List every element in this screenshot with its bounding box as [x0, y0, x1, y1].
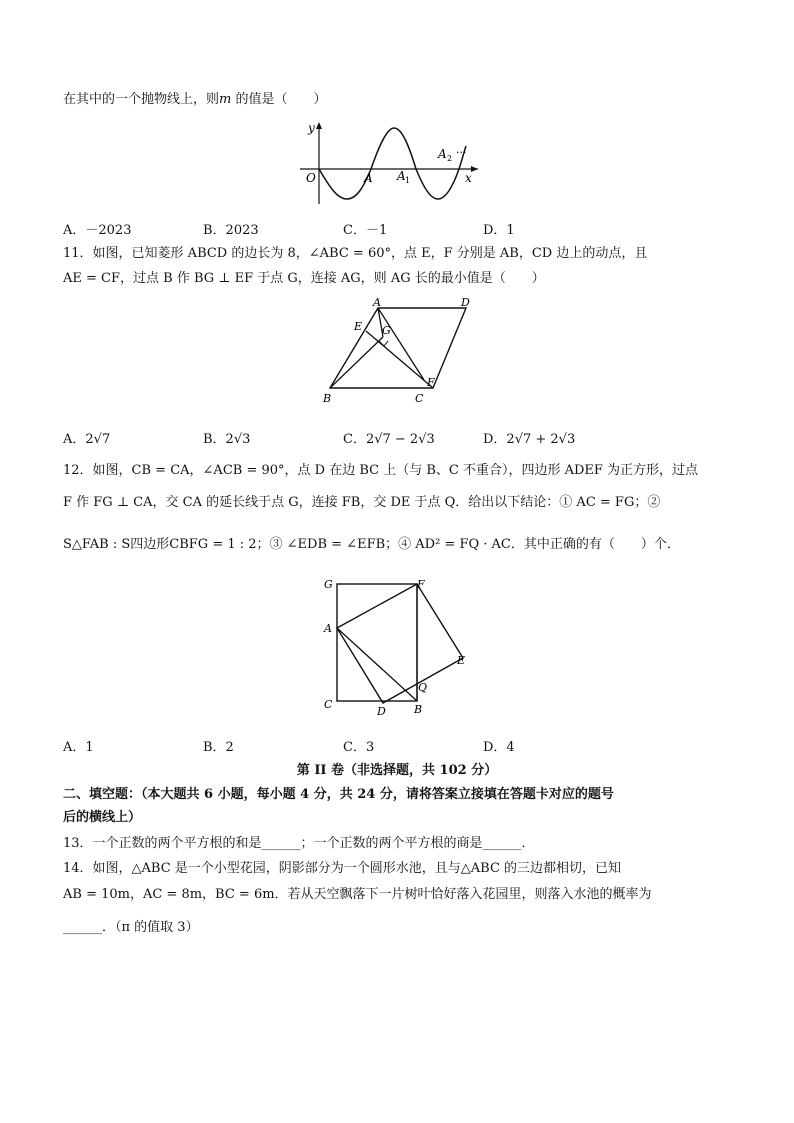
- q13-text: 13．一个正数的两个平方根的和是______；一个正数的两个平方根的商是______．: [63, 836, 535, 851]
- q14-line2: AB = 10m，AC = 8m，BC = 6m．若从天空飘落下一片树叶恰好落入花园里，则落入水池的概率为: [63, 887, 652, 902]
- q11-figure: [318, 294, 478, 406]
- q12-label-c: C: [324, 698, 333, 711]
- q10-stem: [63, 91, 326, 109]
- q11-options: [63, 428, 743, 446]
- q11-label-g: G: [382, 324, 391, 337]
- section2-title: 第 II 卷（非选择题，共 102 分）: [296, 763, 498, 778]
- q10-label-a2: A: [438, 147, 447, 161]
- q10-stem-text: 在其中的一个抛物线上，则: [63, 92, 220, 107]
- q12-option-d[interactable]: D．4: [483, 740, 515, 755]
- q11-line2: AE = CF，过点 B 作 BG ⊥ EF 于点 G，连接 AG，则 AG 长的最小值是（ ）: [63, 271, 545, 286]
- q10-figure: [296, 118, 486, 208]
- q14-line1: 14．如图，△ABC 是一个小型花园，阴影部分为一个圆形水池，且与△ABC 的三边都相切，已知: [63, 861, 622, 876]
- q11-option-c[interactable]: C．2√7 − 2√3: [343, 432, 435, 447]
- section2-heading-line2: 后的横线上）: [63, 810, 142, 825]
- q11-line1: 11．如图，已知菱形 ABCD 的边长为 8，∠ABC = 60°，点 E，F 分别是 AB，CD 边上的动点，且: [63, 246, 648, 261]
- q11-label-e: E: [354, 320, 363, 333]
- q11-label-f: F: [427, 376, 435, 389]
- q11-label-a: A: [373, 296, 381, 309]
- q12-line1: 12．如图，CB = CA，∠ACB = 90°，点 D 在边 BC 上（与 B、C 不重合），四边形 ADEF 为正方形，过点: [63, 463, 699, 478]
- q10-option-a[interactable]: A．－2023: [63, 223, 132, 238]
- q11-label-b: B: [323, 392, 332, 405]
- q10-label-a1: A: [397, 169, 406, 183]
- q12-label-g: G: [324, 578, 333, 591]
- q10-label-o: O: [306, 171, 316, 185]
- q12-label-q: Q: [418, 681, 428, 694]
- q12-label-d: D: [377, 705, 386, 718]
- q12-options: [63, 736, 743, 754]
- q10-label-x: x: [465, 171, 472, 185]
- q11-option-b[interactable]: B．2√3: [203, 432, 251, 447]
- q10-label-y: y: [308, 121, 315, 135]
- q10-label-a: A: [364, 171, 373, 185]
- q12-line3: S△FAB : S四边形CBFG = 1 : 2；③ ∠EDB = ∠EFB；④ AD² = FQ · AC．其中正确的有（ ）个．: [63, 537, 680, 552]
- q10-var: m: [219, 92, 232, 107]
- q12-label-a: A: [324, 622, 332, 635]
- q11-label-d: D: [461, 296, 470, 309]
- q11-option-d[interactable]: D．2√7 + 2√3: [483, 432, 576, 447]
- q11-label-c: C: [415, 392, 424, 405]
- q10-option-d[interactable]: D．1: [483, 223, 515, 238]
- q12-figure: [318, 572, 474, 718]
- q12-option-b[interactable]: B．2: [203, 740, 234, 755]
- q12-line2: F 作 FG ⊥ CA，交 CA 的延长线于点 G，连接 FB，交 DE 于点 Q．给出以下结论：① AC = FG；②: [63, 495, 661, 510]
- q11-option-a[interactable]: A．2√7: [63, 432, 111, 447]
- q14-line3: ______．（π 的值取 3）: [63, 920, 199, 935]
- q10-options: [63, 219, 743, 237]
- section2-heading-line1: 二、填空题：（本大题共 6 小题，每小题 4 分，共 24 分，请将答案立接填在答题卡对应的题号: [63, 787, 614, 802]
- q10-label-a1-sub: 1: [405, 176, 411, 185]
- q10-label-a2-sub: 2: [447, 154, 453, 163]
- q10-option-c[interactable]: C．－1: [343, 223, 388, 238]
- q12-option-a[interactable]: A．1: [63, 740, 94, 755]
- q12-label-f: F: [417, 578, 425, 591]
- q10-label-dots: ···: [456, 146, 467, 159]
- q12-label-e: E: [457, 654, 466, 667]
- q10-stem-end: 的值是（ ）: [231, 92, 327, 107]
- q10-option-b[interactable]: B．2023: [203, 223, 259, 238]
- q12-option-c[interactable]: C．3: [343, 740, 375, 755]
- q12-label-b: B: [414, 703, 423, 716]
